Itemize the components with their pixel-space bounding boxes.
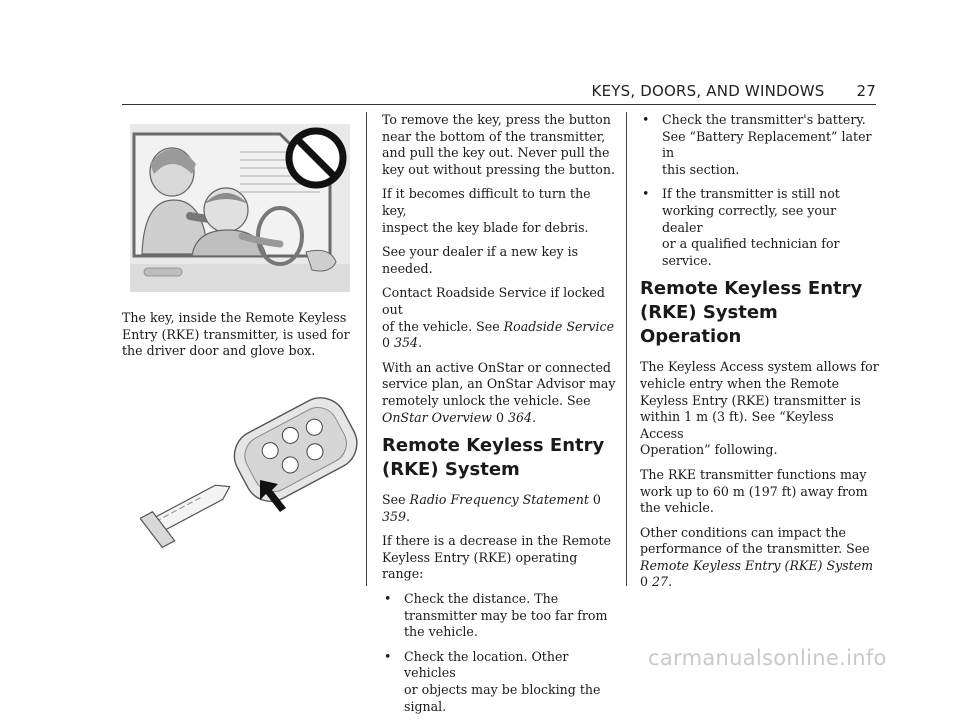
roadside-page-ref[interactable]: 354 [394, 335, 419, 351]
list-item: • If the transmitter is still not working correctly, see your dealer or a qualified technician for service. [642, 186, 840, 268]
onstar-paragraph: With an active OnStar or connected service plan, an OnStar Advisor may remotely unlock the vehicle. See OnStar Overview 0 364. [382, 359, 616, 425]
roadside-paragraph: Contact Roadside Service if locked out of the vehicle. See Roadside Service 0 354. [382, 285, 615, 351]
list-item: • Check the transmitter's battery. See “Battery Replacement” later in this section. [642, 112, 872, 177]
header-rule [122, 104, 876, 105]
radio-frequency-link[interactable]: Radio Frequency Statement [409, 492, 589, 508]
range-paragraph: The RKE transmitter functions may work up to 60 m (197 ft) away from the vehicle. [640, 466, 868, 516]
column-2 [382, 112, 618, 723]
column-1 [122, 310, 358, 368]
column-divider-1 [366, 112, 367, 586]
key-caption: The key, inside the Remote Keyless Entry (RKE) transmitter, is used for the driver door and glove box. [122, 310, 350, 359]
radio-frequency-page-ref[interactable]: 359 [382, 508, 407, 524]
difficult-key-paragraph: If it becomes difficult to turn the key, inspect the key blade for debris. [382, 186, 591, 235]
rke-system-link[interactable]: Remote Keyless Entry (RKE) System [640, 557, 874, 573]
radio-frequency-paragraph: See Radio Frequency Statement 0 359. [382, 492, 601, 524]
rke-system-page-ref[interactable]: 27 [652, 574, 669, 590]
list-item: • Check the location. Other vehicles or objects may be blocking the signal. [384, 648, 601, 714]
bullet-icon: • [384, 648, 392, 664]
section-title: KEYS, DOORS, AND WINDOWS [591, 82, 825, 100]
column-3 [640, 112, 880, 599]
page-number: 27 [856, 82, 876, 100]
page-ref-icon: 0 [495, 409, 504, 425]
bullet-icon: • [642, 112, 650, 127]
rke-operation-heading: Remote Keyless Entry (RKE) System Operation [640, 278, 863, 348]
children-in-vehicle-illustration [130, 124, 350, 292]
column-divider-2 [626, 112, 627, 586]
remove-key-paragraph: To remove the key, press the button near the bottom of the transmitter, and pull the key out. Never pull the key out without pressing the button. [382, 112, 615, 177]
page-header [0, 82, 876, 100]
range-decrease-paragraph: If there is a decrease in the Remote Keyless Entry (RKE) operating range: [382, 533, 611, 582]
other-conditions-paragraph: Other conditions can impact the performance of the transmitter. See Remote Keyless Entry (RKE) System 0 27. [640, 524, 874, 590]
roadside-service-link[interactable]: Roadside Service [503, 318, 615, 334]
new-key-paragraph: See your dealer if a new key is needed. [382, 244, 579, 276]
watermark-text: carmanualsonline.info [648, 646, 887, 670]
bullet-icon: • [642, 186, 650, 202]
rke-system-heading: Remote Keyless Entry (RKE) System [382, 435, 605, 481]
onstar-page-ref[interactable]: 364 [508, 409, 533, 425]
list-item: • Check the distance. The transmitter may be too far from the vehicle. [384, 591, 608, 640]
keyless-access-paragraph: The Keyless Access system allows for vehicle entry when the Remote Keyless Entry (RKE) transmitter is within 1 m (3 ft). See “Keyless Access Operation” following. [640, 359, 879, 458]
page-ref-icon: 0 [640, 574, 649, 590]
page-ref-icon: 0 [592, 492, 601, 508]
page-ref-icon: 0 [382, 335, 391, 351]
onstar-overview-link[interactable]: OnStar Overview [382, 409, 492, 425]
bullet-icon: • [384, 591, 392, 607]
rke-transmitter-illustration [140, 376, 362, 558]
